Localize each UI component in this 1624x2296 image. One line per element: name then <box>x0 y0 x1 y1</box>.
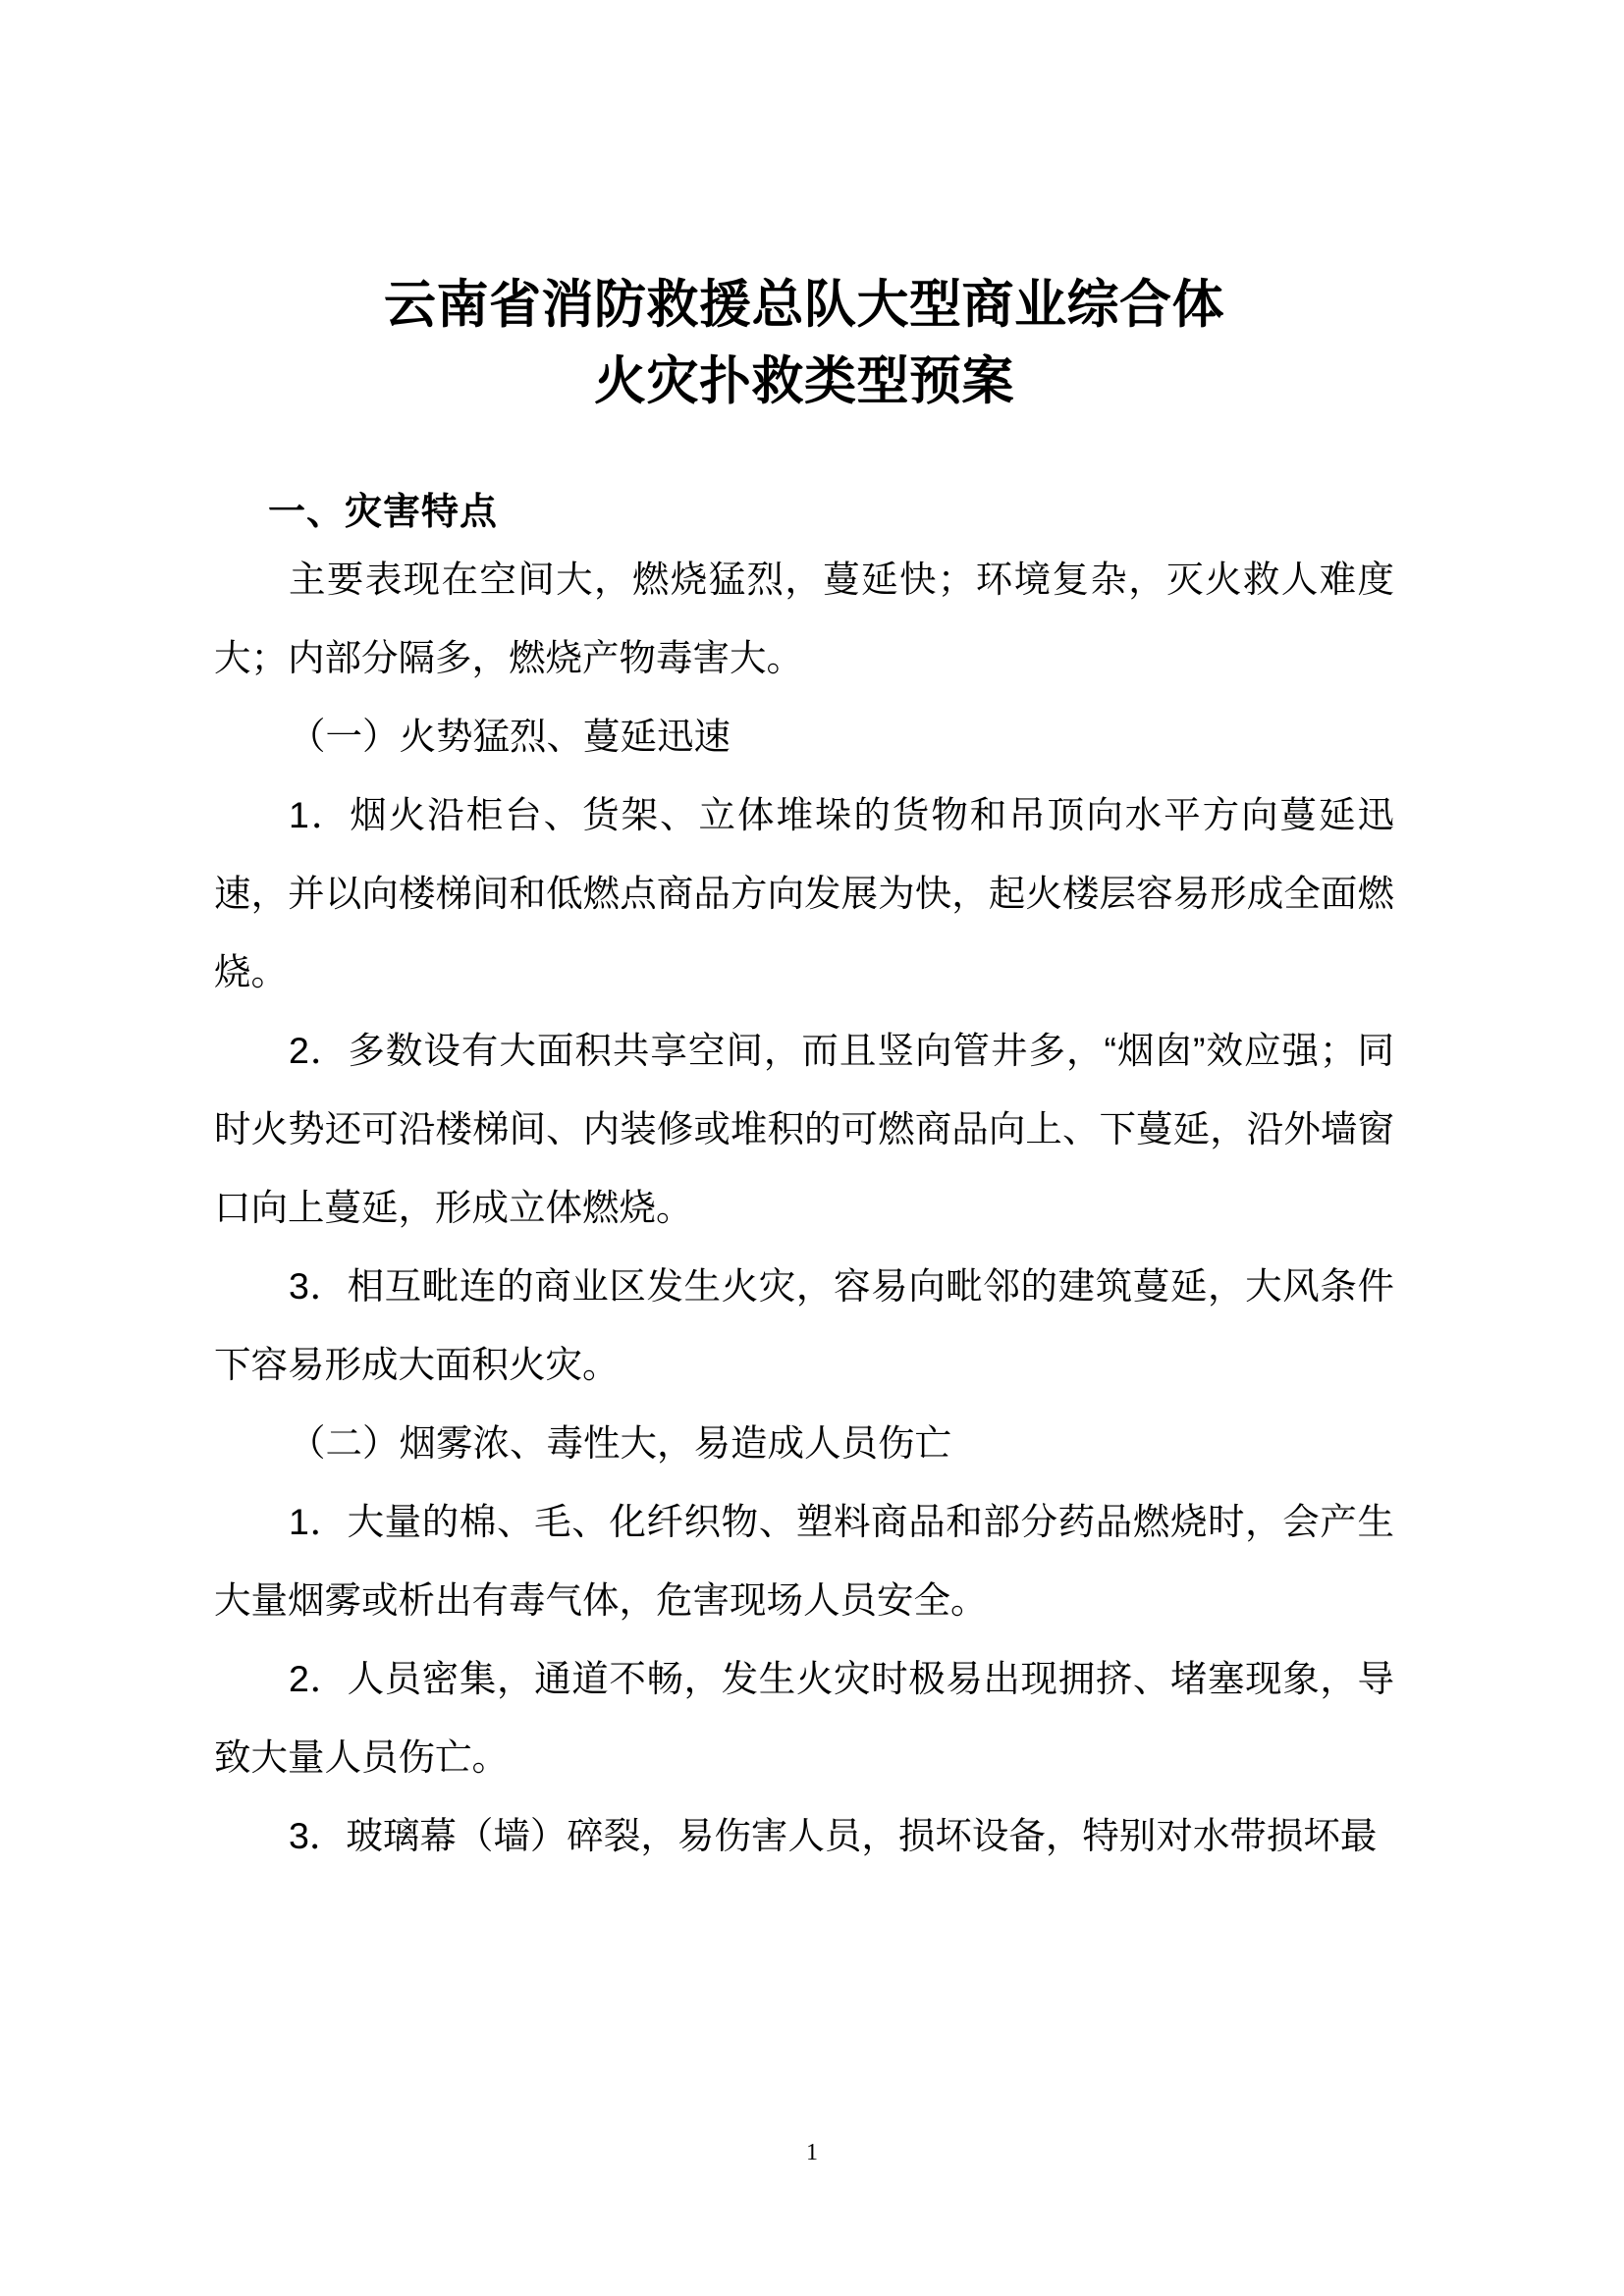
paragraph-item-1-1: 1．烟火沿柜台、货架、立体堆垛的货物和吊顶向水平方向蔓延迅速，并以向楼梯间和低燃点商品方向发展为快，起火楼层容易形成全面燃烧。 <box>214 794 1394 992</box>
paragraph-item-1-2: 2．多数设有大面积共享空间，而且竖向管井多，“烟囱”效应强；同时火势还可沿楼梯间、内装修或堆积的可燃商品向上、下蔓延，沿外墙窗口向上蔓延，形成立体燃烧。 <box>214 1030 1394 1228</box>
title-line-1: 云南省消防救援总队大型商业综合体 <box>384 276 1224 334</box>
paragraph-item-2-2: 2．人员密集，通道不畅，发生火灾时极易出现拥挤、堵塞现象，导致大量人员伤亡。 <box>214 1658 1394 1778</box>
page-title <box>214 0 1394 420</box>
document-content <box>214 0 1394 1875</box>
paragraph-item-2-1: 1．大量的棉、毛、化纤织物、塑料商品和部分药品燃烧时，会产生大量烟雾或析出有毒气体，危害现场人员安全。 <box>214 1501 1394 1621</box>
body-text-block <box>214 540 1394 1875</box>
paragraph-overview: 主要表现在空间大，燃烧猛烈，蔓延快；环境复杂，灭火救人难度大；内部分隔多，燃烧产物毒害大。 <box>214 559 1394 678</box>
paragraph-item-2-3: 3．玻璃幕（墙）碎裂，易伤害人员，损坏设备，特别对水带损坏最 <box>289 1815 1378 1856</box>
section-heading-disaster-features: 一、灾害特点 <box>268 492 499 533</box>
subheading-fierce-fire: （一）火势猛烈、蔓延迅速 <box>289 716 731 757</box>
subheading-smoke-toxicity: （二）烟雾浓、毒性大，易造成人员伤亡 <box>289 1422 951 1464</box>
paragraph-item-1-3: 3．相互毗连的商业区发生火灾，容易向毗邻的建筑蔓延，大风条件下容易形成大面积火灾。 <box>214 1265 1394 1385</box>
page-number: 1 <box>806 2140 818 2165</box>
title-line-2: 火灾扑救类型预案 <box>594 352 1014 410</box>
